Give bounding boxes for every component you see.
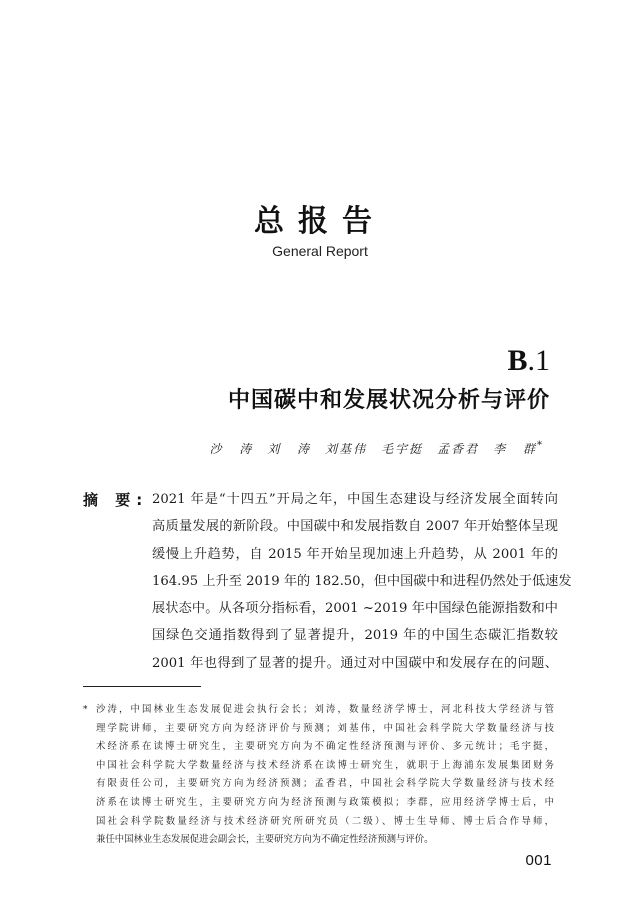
footnote-line: 国社会科学院数量经济与技术经济研究所研究员（二级）、博士生导师、博士后合作导师， xyxy=(96,815,554,827)
footnote-line: 术经济系在读博士研究生，主要研究方向为不确定性经济预测与评价、多元统计；毛宇挺， xyxy=(96,741,554,753)
abstract-label: 摘 要: xyxy=(83,491,149,509)
abstract-line: 2001 年也得到了显著的提升。通过对中国碳中和发展存在的问题、 xyxy=(152,655,558,671)
author-names: 沙 涛 刘 涛 刘基伟 毛宇挺 孟香君 李 群 xyxy=(209,442,537,456)
author-footnote-mark: * xyxy=(537,440,544,451)
footnote-line: 兼任中国林业生态发展促进会副会长，主要研究方向为不确定性经济预测与评价。 xyxy=(96,834,434,846)
abstract-body xyxy=(152,486,572,677)
footnote-mark: * xyxy=(83,705,88,715)
chapter-number xyxy=(507,344,550,378)
footnote xyxy=(83,701,554,850)
abstract-line: 缓慢上升趋势，自 2015 年开始呈现加速上升趋势，从 2001 年的 xyxy=(152,546,558,562)
abstract-line: 国绿色交通指数得到了显著提升，2019 年的中国生态碳汇指数较 xyxy=(152,628,558,644)
abstract-line: 2021 年是“十四五”开局之年，中国生态建设与经济发展全面转向 xyxy=(152,492,558,507)
page-number: 001 xyxy=(525,852,552,869)
abstract-line: 展状态中。从各项分指标看，2001 ~2019 年中国绿色能源指数和中 xyxy=(152,601,558,617)
abstract-line: 高质量发展的新阶段。中国碳中和发展指数自 2007 年开始整体呈现 xyxy=(152,519,558,535)
part-subtitle: General Report xyxy=(272,243,368,259)
chapter-title: 中国碳中和发展状况分析与评价 xyxy=(227,388,550,413)
footnote-line: 中国社会科学院大学数量经济与技术经济系在读博士研究生，就职于上海浦东发展集团财务 xyxy=(96,759,554,771)
author-list xyxy=(210,440,544,457)
abstract-line: 164.95 上升至 2019 年的 182.50，但中国碳中和进程仍然处于低速发 xyxy=(152,573,572,589)
footnote-divider xyxy=(83,686,201,687)
chapter-letter: B xyxy=(507,344,528,377)
chapter-index: .1 xyxy=(527,344,550,377)
part-title: 总报告 xyxy=(254,204,386,239)
footnote-line: 有限责任公司，主要研究方向为经济预测；孟香君，中国社会科学院大学数量经济与技术经 xyxy=(96,778,554,790)
footnote-line: 沙涛，中国林业生态发展促进会执行会长；刘涛，数量经济学博士，河北科技大学经济与管 xyxy=(96,704,554,715)
footnote-line: 济系在读博士研究生，主要研究方向为经济预测与政策模拟；李群，应用经济学博士后，中 xyxy=(96,796,554,808)
footnote-line: 理学院讲师，主要研究方向为经济评价与预测；刘基伟，中国社会科学院大学数量经济与技 xyxy=(96,722,554,734)
